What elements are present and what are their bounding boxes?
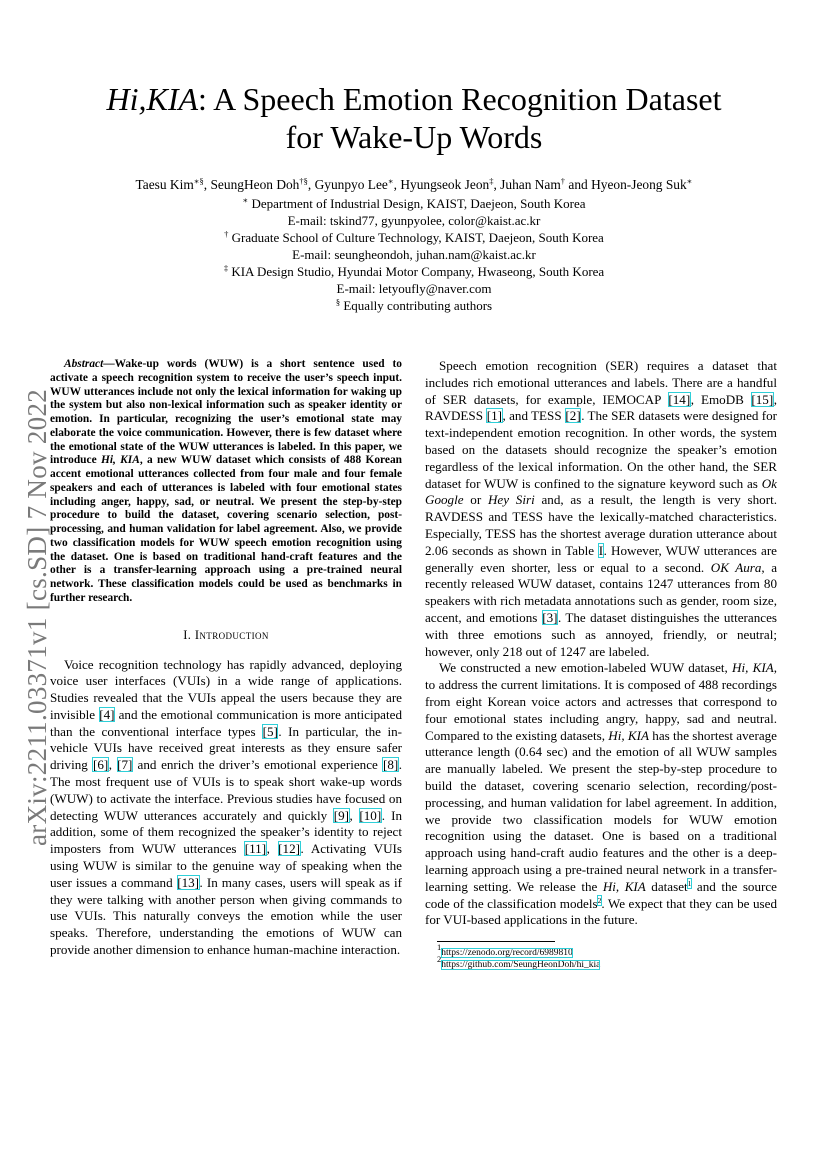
section-number: I. [183,627,195,642]
footnote-url-link[interactable]: https://github.com/SeungHeonDoh/hi_kia [441,960,601,971]
affiliation-text: Graduate School of Culture Technology, KAIST, Daejeon, South Korea [231,230,604,245]
affiliation-line [60,212,768,229]
citation-link[interactable]: [2] [565,408,581,424]
footnote-marker[interactable]: 2 [597,895,602,905]
affiliation-text: Equally contributing authors [343,298,493,313]
footnote-marker[interactable]: 1 [687,878,692,888]
author-mark: ∗§ [193,176,204,186]
left-column [50,358,402,959]
footnote [437,954,777,971]
affiliation-line [60,263,768,280]
affiliation-email: E-mail: tskind77, gyunpyolee, color@kaist.ac.kr [287,213,541,228]
affiliation-mark: ‡ [223,263,229,273]
affiliation-line [60,246,768,263]
citation-link[interactable]: [4] [99,706,115,722]
affiliation-text: Department of Industrial Design, KAIST, Daejeon, South Korea [251,196,586,211]
affiliation-email: E-mail: seungheondoh, juhan.nam@kaist.ac.kr [292,247,536,262]
citation-link[interactable]: [14] [668,391,691,407]
citation-link[interactable]: [5] [262,723,278,739]
author-list: Taesu Kim∗§, SeungHeon Doh†§, Gyunpyo Lee∗, Hyungseok Jeon‡, Juhan Nam† and Hyeon-Jeong Suk∗ [135,176,693,192]
abstract [50,358,402,606]
affiliation-line [60,195,768,212]
citation-link[interactable]: [13] [177,874,200,890]
paper-title [60,80,768,156]
affiliation-mark: † [224,229,229,239]
right-column [425,358,777,971]
affiliation-text: KIA Design Studio, Hyundai Motor Company, Hwaseong, South Korea [231,264,605,279]
citation-link[interactable]: [10] [359,807,382,823]
body-paragraph: Speech emotion recognition (SER) requires a dataset that includes rich emotional utterances and labels. There are a handful of SER datasets, for example, IEMOCAP [14], EmoDB [15], RAVDESS [1], and TESS [2]. The SER datasets were designed for text-independent emotion recognition. In other words, the system based on the datasets should recognize the speaker’s emotion regardless of the lexical information. On the other hand, the SER dataset for WUW is confined to the signature keyword such as Ok Google or Hey Siri and, as a result, the length is very short. RAVDESS and TESS have the lexically-matched characteristics. Especially, TESS has the shortest average duration utterance about 2.06 seconds as shown in Table I. However, WUW utterances are generally even shorter, less or equal to a second. OK Aura, a recently released WUW dataset, contains 1247 utterances from 80 speakers with rich metadata annotations such as gender, room size, accent, and emotions [3]. The dataset distinguishes the utterances with three emotions such as annoyed, friendly, or neutral; however, only 218 out of 1247 are labeled. [425,358,778,659]
author-name: SeungHeon Doh [210,177,300,192]
arxiv-identifier: arXiv:2211.03371v1 [cs.SD] 7 Nov 2022 [22,388,52,846]
intro-paragraph: Voice recognition technology has rapidly advanced, deploying voice user interfaces (VUIs) in a wide range of applications. Studies revealed that the VUIs appeal the users because they are invisible [4] and the emotional communication is more anticipated than the conventional interface types [5]. In particular, the in-vehicle VUIs have received great interests as they ensure safer driving [6], [7] and enrich the driver’s emotional experience [8]. The most frequent use of VUIs is to speak short wake-up words (WUW) to activate the interface. Previous studies have focused on detecting WUW utterances accurately and quickly [9], [10]. In addition, some of them recognized the speaker’s identity to reject imposters from WUW utterances [11], [12]. Activating VUIs using WUW is similar to the genuine way of speaking when the user issues a command [13]. In many cases, users will speak as if they were talking with another person when giving commands to use VUIs. This naturally conveys the emotion while the user speaks. Therefore, understanding the emotions of WUW can provide another dimension to enhance human-machine interaction. [50,656,403,958]
citation-link[interactable]: [1] [486,408,503,424]
affiliation-mark: § [335,297,341,307]
author-name: Hyungseok Jeon [400,177,490,192]
affiliation-line [60,229,768,246]
section-title: Introduction [194,627,269,642]
footnote-url-link[interactable]: https://zenodo.org/record/6989810 [441,948,573,959]
author-name: Hyeon-Jeong Suk [591,177,687,192]
table-link[interactable]: I [598,542,604,558]
footnote-divider [437,941,555,942]
footnote-number: 2 [437,954,442,965]
title-line1: : A Speech Emotion Recognition Dataset [198,81,722,117]
author-name: Taesu Kim [135,177,194,192]
citation-link[interactable]: [15] [751,391,774,407]
abstract-label: Abstract [64,358,104,370]
citation-link[interactable]: [8] [382,757,399,773]
footnote [437,942,777,959]
author-mark: ∗ [387,176,394,186]
affiliation-email: E-mail: letyoufly@naver.com [336,281,492,296]
abstract-dataset-name: Hi, KIA [100,454,140,467]
body-paragraph: We constructed a new emotion-labeled WUW dataset, Hi, KIA, to address the current limitations. It is composed of 488 recordings from eight Korean voice actors and actresses that correspond to four emotional states including angry, happy, sad and neutral. Compared to the existing datasets, Hi, KIA has the shortest average utterance length (0.64 sec) and the emotion of all WUW samples are manually labeled. We present the step-by-step procedure to build the dataset, covering scenario selection, recording/post-processing, and human validation for label agreement. In addition, we provide two classification models for WUW emotion recognition using the dataset. One is based on a traditional approach using hand-craft audio features and the other is a deep-learning approach using a pre-trained neural network in a transfer-learning setting. We release the Hi, KIA dataset$^1$ and the source code of the classification models$^2$. We expect that they can be used for VUI-based applications in the future. [425,660,778,928]
citation-link[interactable]: [9] [333,807,350,823]
author-mark: ∗ [686,176,693,186]
author-mark: † [560,176,566,186]
affiliation-line [60,297,768,314]
abstract-text: —Wake-up words (WUW) is a short sentence used to activate a speech recognition system to receive the user’s speech input. WUW utterances include not only the lexical information for waking up the system but also non-lexical information such as speaker identity or emotion. In particular, recognizing the user’s emotional state may elaborate the voice communication. However, there is few dataset where the emotional state of the WUW utterances is labeled. In this paper, we introduce [50,358,402,467]
author-name: Juhan Nam [500,177,561,192]
citation-link[interactable]: [7] [117,757,133,773]
author-mark: ‡ [489,176,494,186]
affiliation-mark: ∗ [242,195,249,205]
citation-link[interactable]: [6] [92,757,109,773]
author-mark: †§ [299,176,308,186]
abstract-text: , a new WUW dataset which consists of 488 Korean accent emotional utterances collected from four male and four female speakers and each of utterances is labeled with four emotional states including anger, happy, sad, or neutral. We present the step-by-step procedure to build the dataset, covering scenario selection, post-processing, and human validation for label agreement. Also, we provide two classification models for WUW speech emotion recognition using the dataset. One is based on traditional hand-craft features and the other is a transfer-learning approach using a pre-trained neural network. These classification models could be used as benchmarks in further research. [50,454,402,604]
citation-link[interactable]: [11] [244,841,267,857]
citation-link[interactable]: [3] [542,609,558,625]
author-name: Gyunpyo Lee [314,177,388,192]
title-italic: Hi,KIA [106,81,199,117]
section-heading [50,628,402,643]
affiliation-line [60,280,768,297]
citation-link[interactable]: [12] [278,841,300,857]
title-line2: for Wake-Up Words [285,119,543,155]
footnote-number: 1 [437,942,442,953]
